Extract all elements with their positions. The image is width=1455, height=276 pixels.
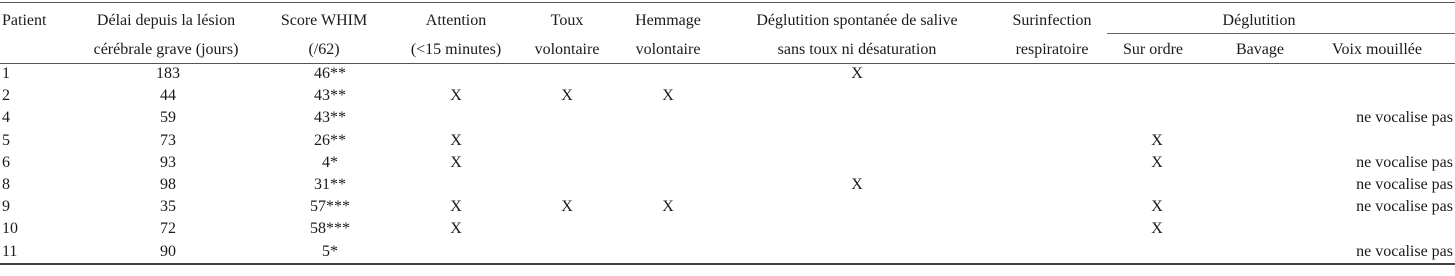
header-degl-spont-line2: sans toux ni désaturation — [777, 41, 937, 58]
cell-delai: 35 — [160, 198, 176, 216]
cell-attention: X — [450, 87, 462, 105]
cell-hemmage: X — [662, 198, 674, 216]
cell-delai: 72 — [160, 220, 176, 238]
cell-whim: 4* — [322, 153, 338, 171]
cell-patient: 2 — [2, 87, 10, 105]
cell-patient: 6 — [2, 153, 10, 171]
header-hemmage-line1: Hemmage — [635, 12, 701, 29]
header-toux-line2: volontaire — [534, 41, 600, 58]
cell-whim: 31** — [314, 176, 346, 193]
header-attention-line2: (<15 minutes) — [410, 41, 502, 58]
cell-patient: 5 — [2, 131, 10, 149]
cell-delai: 93 — [160, 153, 176, 171]
header-deglutition-group: Déglutition — [1222, 12, 1296, 29]
table-row — [0, 108, 1455, 130]
cell-delai: 59 — [160, 109, 176, 127]
cell-attention: X — [450, 153, 462, 171]
cell-degl-spont: X — [851, 65, 863, 82]
table-row — [0, 197, 1455, 219]
header-voix: Voix mouillée — [1332, 41, 1422, 58]
header-bavage: Bavage — [1236, 41, 1284, 58]
table-row — [0, 219, 1455, 241]
cell-patient: 8 — [2, 176, 10, 193]
header-attention-line1: Attention — [425, 12, 487, 29]
header-surinf-line2: respiratoire — [1015, 41, 1089, 58]
cell-toux: X — [561, 87, 573, 105]
cell-patient: 4 — [2, 109, 10, 127]
table-row — [0, 153, 1455, 175]
cell-delai: 73 — [160, 131, 176, 149]
cell-delai: 183 — [156, 65, 180, 82]
header-whim-line1: Score WHIM — [280, 12, 368, 29]
cell-sur-ordre: X — [1151, 153, 1163, 171]
cell-patient: 1 — [2, 65, 10, 82]
cell-degl-spont: X — [851, 176, 863, 193]
cell-toux: X — [561, 198, 573, 216]
header-surinf-line1: Surinfection — [1012, 12, 1092, 29]
cell-whim: 43** — [314, 109, 346, 127]
cell-voix: ne vocalise pas — [1356, 109, 1453, 127]
cell-whim: 57*** — [310, 198, 350, 216]
table-row — [0, 131, 1455, 153]
cell-attention: X — [450, 220, 462, 238]
header-degl-spont-line1: Déglutition spontanée de salive — [756, 12, 958, 29]
cell-attention: X — [450, 131, 462, 149]
cell-sur-ordre: X — [1151, 220, 1163, 238]
cell-whim: 46** — [314, 65, 346, 82]
cell-whim: 5* — [322, 242, 338, 260]
cell-delai: 90 — [160, 242, 176, 260]
table-row — [0, 175, 1455, 197]
cell-voix: ne vocalise pas — [1356, 242, 1453, 260]
table-row — [0, 86, 1455, 108]
header-delai-line2: cérébrale grave (jours) — [93, 41, 239, 58]
cell-sur-ordre: X — [1151, 131, 1163, 149]
deglutition-group-rule — [1107, 33, 1455, 34]
cell-whim: 58*** — [310, 220, 350, 238]
header-sur-ordre: Sur ordre — [1123, 41, 1183, 58]
cell-voix: ne vocalise pas — [1356, 176, 1453, 193]
header-whim-line2: (/62) — [308, 41, 340, 58]
header-hemmage-line2: volontaire — [635, 41, 701, 58]
cell-patient: 11 — [2, 242, 18, 260]
cell-voix: ne vocalise pas — [1356, 153, 1453, 171]
cell-voix: ne vocalise pas — [1356, 198, 1453, 216]
table-row — [0, 242, 1455, 264]
table-top-rule — [0, 2, 1455, 3]
cell-whim: 43** — [314, 87, 346, 105]
cell-attention: X — [450, 198, 462, 216]
cell-whim: 26** — [314, 131, 346, 149]
cell-hemmage: X — [662, 87, 674, 105]
cell-patient: 9 — [2, 198, 10, 216]
cell-sur-ordre: X — [1151, 198, 1163, 216]
cell-delai: 44 — [160, 87, 176, 105]
header-delai-line1: Délai depuis la lésion — [96, 12, 236, 29]
header-toux-line1: Toux — [550, 12, 584, 29]
cell-delai: 98 — [160, 176, 176, 193]
table-row — [0, 64, 1455, 86]
header-patient: Patient — [2, 12, 47, 29]
cell-patient: 10 — [2, 220, 18, 238]
